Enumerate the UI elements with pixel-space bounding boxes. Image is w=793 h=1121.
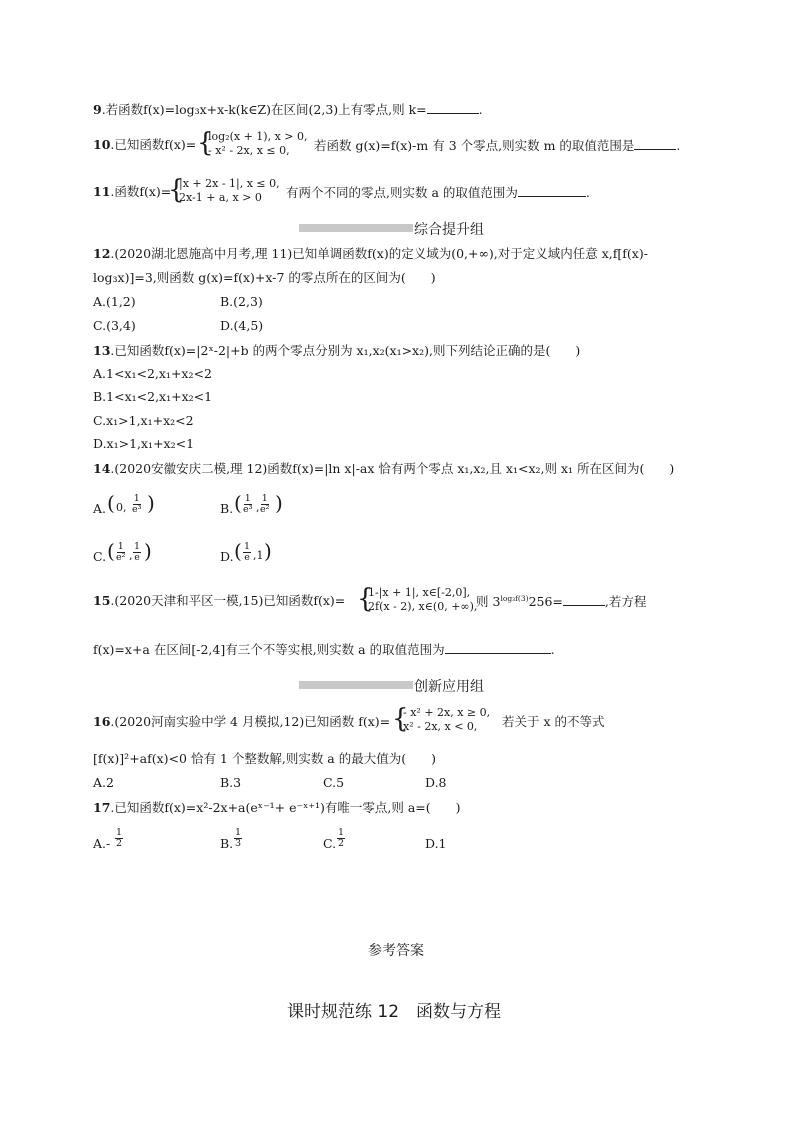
question-text: .已知函数f(x)=|2ˣ-2|+b 的两个零点分别为 x₁,x₂(x₁>x₂),则下列结论正确的是( ) [110,343,581,358]
paren-close: ) [264,539,272,563]
lesson-title: 课时规范练 12 函数与方程 [287,1002,502,1022]
section-title: 综合提升组 [414,222,484,238]
exponent: log₃f(3) [500,593,529,603]
question-15-continued [476,593,646,609]
question-text: 若函数 g(x)=f(x)-m 有 3 个零点,则实数 m 的取值范围是 [314,138,635,153]
denominator: e³ [243,503,253,515]
numerator: 1 [117,541,124,552]
paren-close: ) [275,491,283,515]
option-letter: B. [220,836,234,851]
option-a[interactable]: A.2 [93,775,114,790]
numerator: 1 [261,493,268,504]
question-text: ,若方程 [604,594,647,609]
numerator: 1 [338,827,345,838]
denominator: 2 [338,837,345,849]
question-number: 12 [93,246,111,261]
piece-1: - x² + 2x, x ≥ 0, [403,706,491,719]
separator: , [256,501,260,514]
option-d[interactable]: D.8 [425,775,447,790]
fraction [243,494,252,515]
section-title: 创新应用组 [414,679,484,695]
question-11 [93,184,171,199]
option-letter: A. [93,501,107,516]
option-letter: B. [220,501,234,516]
fraction [234,828,242,849]
question-13 [93,343,580,358]
question-number: 9 [93,102,102,117]
numerator: 1 [116,827,123,838]
paren-open: ( [234,539,242,563]
fraction [132,494,141,515]
question-16 [93,714,390,729]
question-number: 10 [93,137,111,152]
piece-2: - x² - 2x, x ≤ 0, [208,144,290,157]
denominator: e [244,551,250,563]
question-text: .(2020天津和平区一模,15)已知函数f(x)= [110,593,346,608]
option-a[interactable]: A.1<x₁<2,x₁+x₂<2 [93,366,212,381]
question-text: 则 3 [476,594,501,609]
denominator: e [134,551,140,563]
option-b[interactable]: B.(2,3) [220,294,263,309]
denominator: e² [260,503,270,515]
fraction [133,542,141,563]
question-number: 16 [93,714,111,729]
question-12 [93,246,648,261]
question-16-line-2: [f(x)]²+af(x)<0 恰有 1 个整数解,则实数 a 的最大值为( ) [93,751,436,766]
section-bar [299,224,413,232]
answer-blank[interactable] [427,101,479,114]
question-number: 13 [93,343,111,358]
piecewise-brace: { [392,704,409,734]
piece-1: log₂(x + 1), x > 0, [208,130,308,143]
numerator: 1 [235,827,242,838]
fraction [243,542,251,563]
answers-title: 参考答案 [368,943,424,959]
piece-1: |x + 2x - 1|, x ≤ 0, [179,177,280,190]
question-text: .(2020河南实验中学 4 月模拟,12)已知函数 f(x)= [110,714,391,729]
denominator: 3 [235,837,242,849]
piecewise-brace: { [357,584,374,614]
answer-blank[interactable] [634,137,676,150]
paren-close: ) [144,539,152,563]
piecewise-brace: { [197,128,214,158]
numerator: 1 [244,493,251,504]
question-text: f(x)=x+a 在区间[-2,4]有三个不等实根,则实数 a 的取值范围为 [93,642,445,657]
option-text: ,1 [253,549,264,562]
separator: , [129,549,133,562]
option-letter: C. [323,836,337,851]
question-text: .(2020安徽安庆二模,理 12)函数f(x)=|ln x|-ax 恰有两个零点 x₁,x₂,且 x₁<x₂,则 x₁ 所在区间为( ) [110,461,675,476]
question-text: .已知函数f(x)=x²-2x+a(eˣ⁻¹+ e⁻ˣ⁺¹)有唯一零点,则 a=( ) [110,800,461,815]
option-text: 0, [116,501,127,514]
question-number: 14 [93,461,111,476]
answer-blank[interactable] [563,593,605,606]
question-text: .若函数f(x)=log₃x+x-k(k∈Z)在区间(2,3)上有零点,则 k= [101,102,427,117]
option-b[interactable]: B.3 [220,775,242,790]
denominator: e³ [132,503,142,515]
piece-2: 2f(x - 2), x∈(0, +∞), [368,600,478,613]
option-letter: D. [220,549,234,564]
option-c[interactable]: C.(3,4) [93,318,136,333]
question-number: 11 [93,184,111,199]
fraction [260,494,269,515]
question-16-continued: 若关于 x 的不等式 [502,714,605,729]
question-text: .函数f(x)= [110,184,172,199]
option-d[interactable]: D.x₁>1,x₁+x₂<1 [93,436,195,451]
question-text: 有两个不同的零点,则实数 a 的取值范围为 [286,185,518,200]
question-9: 9.若函数f(x)=log₃x+x-k(k∈Z)在区间(2,3)上有零点,则 k= . [93,102,483,117]
option-b[interactable]: B.1<x₁<2,x₁+x₂<1 [93,389,213,404]
question-11-continued: 有两个不同的零点,则实数 a 的取值范围为 . [286,185,590,200]
denominator: e² [116,551,126,563]
question-14 [93,461,674,476]
fraction [337,828,345,849]
option-d[interactable]: D.1 [425,836,447,851]
option-a[interactable]: A.(1,2) [93,294,136,309]
question-text: 256= [528,594,563,609]
question-text: .已知函数f(x)= [110,137,197,152]
option-d[interactable]: D.(4,5) [220,318,264,333]
piece-2: 2x-1 + a, x > 0 [179,191,262,204]
numerator: 1 [134,541,141,552]
piecewise-brace: { [168,175,185,205]
question-text: .(2020湖北恩施高中月考,理 11)已知单调函数f(x)的定义域为(0,+∞),对于定义域内任意 x,f[f(x)- [110,246,648,261]
option-letter: A.- [93,836,111,851]
piece-2: x² - 2x, x < 0, [403,720,478,733]
piece-1: 1-|x + 1|, x∈[-2,0], [368,586,471,599]
paren-close: ) [147,491,155,515]
answer-blank[interactable] [445,641,551,654]
numerator: 1 [133,493,140,504]
question-15-line-2: f(x)=x+a 在区间[-2,4]有三个不等实根,则实数 a 的取值范围为 . [93,642,555,657]
question-10-continued: 若函数 g(x)=f(x)-m 有 3 个零点,则实数 m 的取值范围是 . [314,138,681,153]
numerator: 1 [244,541,251,552]
fraction [115,828,123,849]
question-number: 15 [93,593,111,608]
section-bar [299,681,413,689]
paren-open: ( [234,491,242,515]
question-17 [93,800,461,815]
option-c[interactable]: C.5 [323,775,345,790]
option-c[interactable]: C.x₁>1,x₁+x₂<2 [93,413,194,428]
paren-open: ( [107,539,115,563]
answer-blank[interactable] [518,184,586,197]
fraction [116,542,125,563]
question-10 [93,137,196,152]
paren-open: ( [107,491,115,515]
question-number: 17 [93,800,111,815]
question-12-line-2: log₃x)]=3,则函数 g(x)=f(x)+x-7 的零点所在的区间为( ) [93,270,436,285]
denominator: 2 [116,837,123,849]
question-15 [93,593,345,608]
option-letter: C. [93,549,107,564]
